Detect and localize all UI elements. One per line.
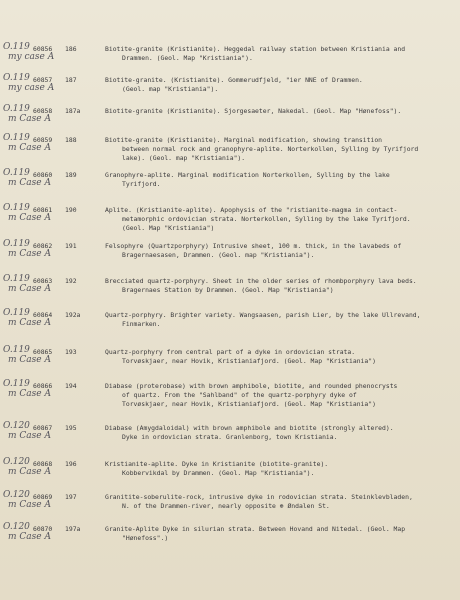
- specimen-code: 192: [65, 277, 77, 285]
- description-line: Biotite-granite (Kristianite). Marginal modification, showing transition: [105, 136, 383, 144]
- description-line: lake). (Geol. map "Kristiania").: [122, 154, 246, 162]
- specimen-code: 186: [65, 45, 77, 53]
- specimen-description: [105, 136, 457, 163]
- hand-location: O.119: [3, 345, 30, 355]
- hand-location: O.119: [3, 239, 30, 249]
- specimen-description: [105, 171, 457, 189]
- hand-case: m Case A: [8, 431, 51, 441]
- hand-case: m Case A: [8, 467, 51, 477]
- handwritten-note: [3, 133, 61, 153]
- description-line: Brecciated quartz-porphyry. Sheet in the older series of rhombporphyry lava beds.: [105, 277, 417, 285]
- description-line: metamorphic ordovician strata. Norterkollen, Sylling by the lake Tyrifjord.: [122, 215, 411, 223]
- specimen-description: [105, 206, 457, 233]
- hand-case: my case A: [8, 83, 55, 93]
- handwritten-note: [3, 490, 61, 510]
- description-line: Torvøskjaer, near Hovik, Kristianiafjord. (Geol. Map "Kristiania"): [122, 357, 376, 365]
- specimen-description: [105, 311, 457, 329]
- handwritten-note: [3, 42, 61, 62]
- description-line: Aplite. (Kristianite-aplite). Apophysis of the "ristianite-magma in contact-: [105, 206, 398, 214]
- specimen-code: 193: [65, 348, 77, 356]
- handwritten-note: [3, 379, 61, 399]
- catalog-number: 60860: [33, 171, 53, 179]
- hand-location: O.119: [3, 133, 30, 143]
- handwritten-note: [3, 522, 61, 542]
- catalog-number: 60863: [33, 277, 53, 285]
- specimen-code: 190: [65, 206, 77, 214]
- description-line: Finmarken.: [122, 320, 161, 328]
- handwritten-note: [3, 73, 61, 93]
- handwritten-note: [3, 168, 61, 188]
- specimen-description: [105, 107, 457, 116]
- description-line: Drammen. (Geol. Map "Kristiania").: [122, 54, 253, 62]
- hand-location: O.120: [3, 457, 30, 467]
- hand-case: m Case A: [8, 143, 51, 153]
- specimen-description: [105, 348, 457, 366]
- catalog-number: 60865: [33, 348, 53, 356]
- hand-case: m Case A: [8, 532, 51, 542]
- description-line: Felsophyre (Quartzporphyry) Intrusive sheet, 100 m. thick, in the lavabeds of: [105, 242, 402, 250]
- description-line: between normal rock and granophyre-aplite. Norterkollen, Sylling by Tyrifjord: [122, 145, 419, 153]
- specimen-description: [105, 45, 457, 63]
- hand-case: m Case A: [8, 178, 51, 188]
- specimen-code: 192a: [65, 311, 81, 319]
- description-line: Dyke in ordovician strata. Granlenborg, town Kristiania.: [122, 433, 338, 441]
- specimen-code: 194: [65, 382, 77, 390]
- description-line: Quartz-porphyry from central part of a dyke in ordovician strata.: [105, 348, 356, 356]
- hand-location: O.119: [3, 104, 30, 114]
- hand-location: O.119: [3, 379, 30, 389]
- hand-case: m Case A: [8, 249, 51, 259]
- description-line: Diabase (proterobase) with brown amphibole, biotite, and rounded phenocrysts: [105, 382, 398, 390]
- description-line: N. of the Drammen-river, nearly opposite ⊕ Øndalen St.: [122, 502, 330, 510]
- description-line: Torvøskjaer, near Hovik, Kristianiafjord. (Geol. Map "Kristiania"): [122, 400, 376, 408]
- specimen-description: [105, 493, 457, 511]
- specimen-code: 197a: [65, 525, 81, 533]
- catalog-number: 60858: [33, 107, 53, 115]
- hand-case: m Case A: [8, 500, 51, 510]
- catalog-number: 60856: [33, 45, 53, 53]
- handwritten-note: [3, 308, 61, 328]
- description-line: "Hønefoss".): [122, 534, 169, 542]
- specimen-code: 195: [65, 424, 77, 432]
- description-line: Granite-Aplite Dyke in silurian strata. Between Hovand and Nitedal. (Geol. Map: [105, 525, 406, 533]
- catalog-number: 60857: [33, 76, 53, 84]
- catalog-number: 60867: [33, 424, 53, 432]
- description-line: Biotite-granite (Kristianite). Heggedal railway station between Kristiania and: [105, 45, 406, 53]
- catalog-number: 60866: [33, 382, 53, 390]
- handwritten-note: [3, 345, 61, 365]
- handwritten-note: [3, 104, 61, 124]
- handwritten-note: [3, 203, 61, 223]
- specimen-description: [105, 242, 457, 260]
- description-line: Biotite-granite (Kristianite). Sjorgesaeter, Nakedal. (Geol. Map "Hønefoss").: [105, 107, 402, 115]
- description-line: Quartz-porphyry. Brighter variety. Wangsaasen, parish Lier, by the lake Ullrevand,: [105, 311, 421, 319]
- description-line: (Geol. map "Kristiania").: [122, 85, 219, 93]
- hand-case: m Case A: [8, 318, 51, 328]
- specimen-description: [105, 76, 457, 94]
- hand-location: O.120: [3, 421, 30, 431]
- hand-location: O.120: [3, 490, 30, 500]
- description-line: Granitite-soberulite-rock, intrusive dyke in rodovician strata. Steinklevbladen,: [105, 493, 413, 501]
- hand-case: my case A: [8, 52, 55, 62]
- catalog-number: 60868: [33, 460, 53, 468]
- description-line: Bragernaes Station by Drammen. (Geol. Map "Kristiania"): [122, 286, 334, 294]
- catalog-number: 60862: [33, 242, 53, 250]
- hand-case: m Case A: [8, 114, 51, 124]
- specimen-code: 196: [65, 460, 77, 468]
- hand-location: O.119: [3, 73, 30, 83]
- hand-case: m Case A: [8, 284, 51, 294]
- hand-case: m Case A: [8, 389, 51, 399]
- handwritten-note: [3, 421, 61, 441]
- specimen-code: 197: [65, 493, 77, 501]
- catalog-number: 60869: [33, 493, 53, 501]
- description-line: Biotite-granite. (Kristianite). Gommerudfjeld, "ier NNE of Drammen.: [105, 76, 363, 84]
- specimen-code: 187: [65, 76, 77, 84]
- description-line: Diabase (Amygdaloidal) with brown amphibole and biotite (strongly altered).: [105, 424, 394, 432]
- specimen-description: [105, 525, 457, 543]
- description-line: Granophyre-aplite. Marginal modification Norterkollen, Sylling by the lake: [105, 171, 390, 179]
- specimen-description: [105, 382, 457, 409]
- description-line: (Geol. Map "Kristiania"): [122, 224, 215, 232]
- hand-location: O.119: [3, 42, 30, 52]
- specimen-code: 187a: [65, 107, 81, 115]
- specimen-code: 188: [65, 136, 77, 144]
- specimen-description: [105, 424, 457, 442]
- specimen-code: 189: [65, 171, 77, 179]
- specimen-code: 191: [65, 242, 77, 250]
- hand-case: m Case A: [8, 355, 51, 365]
- hand-case: m Case A: [8, 213, 51, 223]
- specimen-description: [105, 460, 457, 478]
- description-line: Bragernaesasen, Drammen. (Geol. map "Kristiania").: [122, 251, 315, 259]
- hand-location: O.119: [3, 308, 30, 318]
- handwritten-note: [3, 239, 61, 259]
- catalog-number: 60864: [33, 311, 53, 319]
- hand-location: O.119: [3, 274, 30, 284]
- handwritten-note: [3, 274, 61, 294]
- specimen-description: [105, 277, 457, 295]
- catalog-number: 60870: [33, 525, 53, 533]
- description-line: Tyrifjord.: [122, 180, 161, 188]
- hand-location: O.120: [3, 522, 30, 532]
- catalog-number: 60861: [33, 206, 53, 214]
- handwritten-note: [3, 457, 61, 477]
- hand-location: O.119: [3, 203, 30, 213]
- catalog-number: 60859: [33, 136, 53, 144]
- description-line: Kristianite-aplite. Dyke in Kristianite (biotite-granite).: [105, 460, 329, 468]
- description-line: Kobbervikdal by Drammen. (Geol. Map "Kristiania").: [122, 469, 315, 477]
- hand-location: O.119: [3, 168, 30, 178]
- description-line: of quartz. From the "Sahlband" of the quartz-porphyry dyke of: [122, 391, 357, 399]
